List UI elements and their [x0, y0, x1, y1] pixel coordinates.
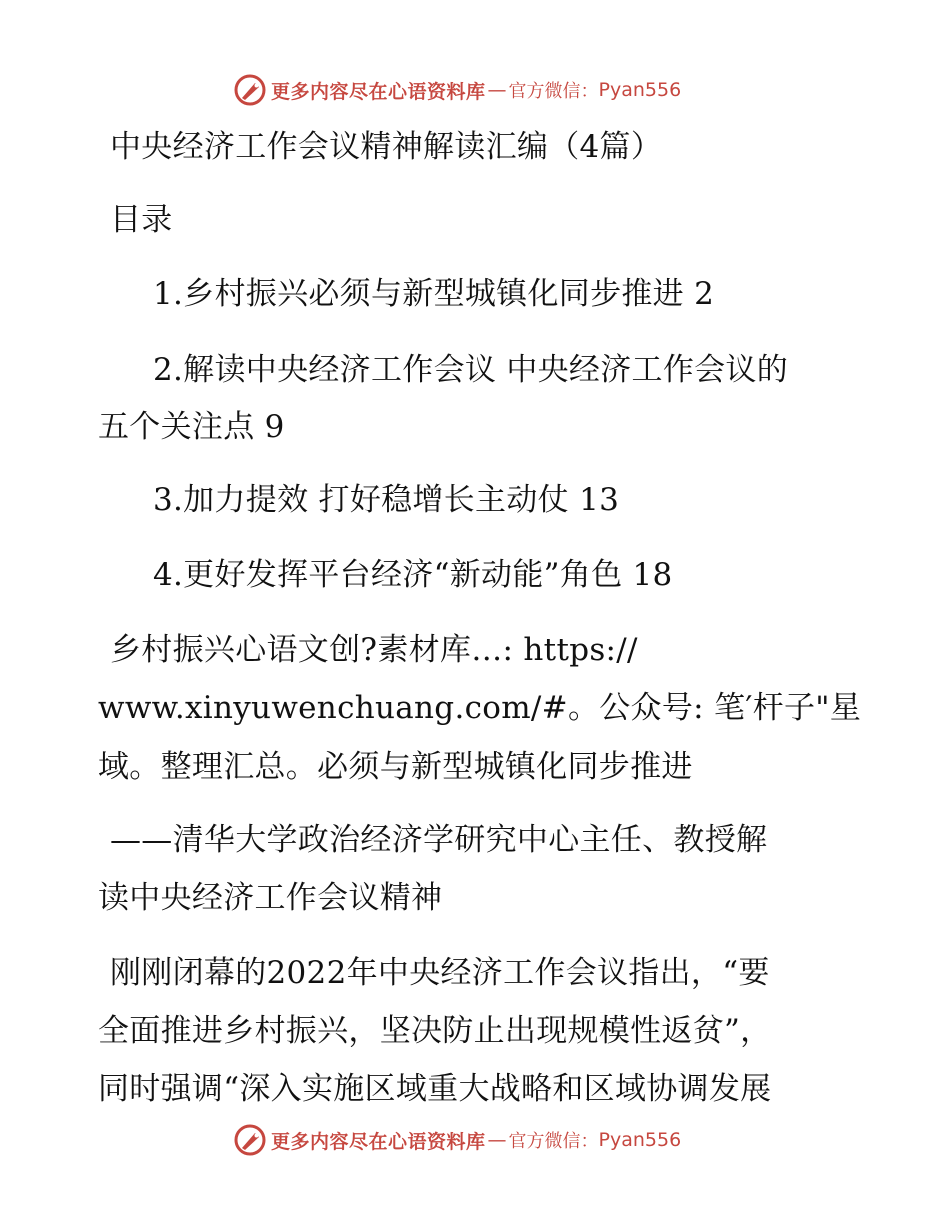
- toc-item-1[interactable]: 1.乡村振兴必须与新型城镇化同步推进 2: [153, 276, 715, 312]
- watermark-separator: —: [487, 1129, 507, 1151]
- watermark-wechat-id: Pyan556: [598, 1129, 682, 1151]
- source-note-line: 域。整理汇总。必须与新型城镇化同步推进: [98, 749, 693, 785]
- toc-item-4[interactable]: 4.更好发挥平台经济“新动能”角色 18: [153, 557, 673, 593]
- toc-item-2[interactable]: 2.解读中央经济工作会议 中央经济工作会议的: [153, 352, 789, 388]
- body-paragraph-line: 全面推进乡村振兴，坚决防止出现规模性返贫”，: [98, 1013, 772, 1049]
- watermark-slogan: 更多内容尽在心语资料库: [271, 80, 486, 103]
- pen-nib-logo-icon: [233, 73, 267, 107]
- toc-item-2-continued[interactable]: 五个关注点 9: [98, 409, 285, 445]
- header-watermark: [233, 70, 681, 110]
- watermark-official-label: 官方微信：: [508, 1131, 599, 1152]
- watermark-slogan: 更多内容尽在心语资料库: [271, 1130, 486, 1153]
- body-paragraph-line: 刚刚闭幕的2022年中央经济工作会议指出，“要: [110, 955, 770, 991]
- pen-nib-logo-icon: [233, 1123, 267, 1157]
- document-title: 中央经济工作会议精神解读汇编（4篇）: [110, 129, 663, 165]
- watermark-official-label: 官方微信：: [508, 81, 599, 102]
- source-note-line: www.xinyuwenchuang.com/#。公众号: 笔′杆子"星: [98, 690, 862, 726]
- toc-item-3[interactable]: 3.加力提效 打好稳增长主动仗 13: [153, 482, 620, 518]
- watermark-separator: —: [487, 79, 507, 101]
- footer-watermark: [233, 1120, 681, 1160]
- subtitle-line: 读中央经济工作会议精神: [98, 880, 443, 916]
- body-paragraph-line: 同时强调“深入实施区域重大战略和区域协调发展: [98, 1071, 772, 1107]
- source-note-line: 乡村振兴心语文创?素材库…: https://: [110, 632, 638, 668]
- toc-heading: 目录: [110, 202, 173, 238]
- watermark-wechat-id: Pyan556: [598, 79, 682, 101]
- subtitle-line: ——清华大学政治经济学研究中心主任、教授解: [110, 822, 768, 858]
